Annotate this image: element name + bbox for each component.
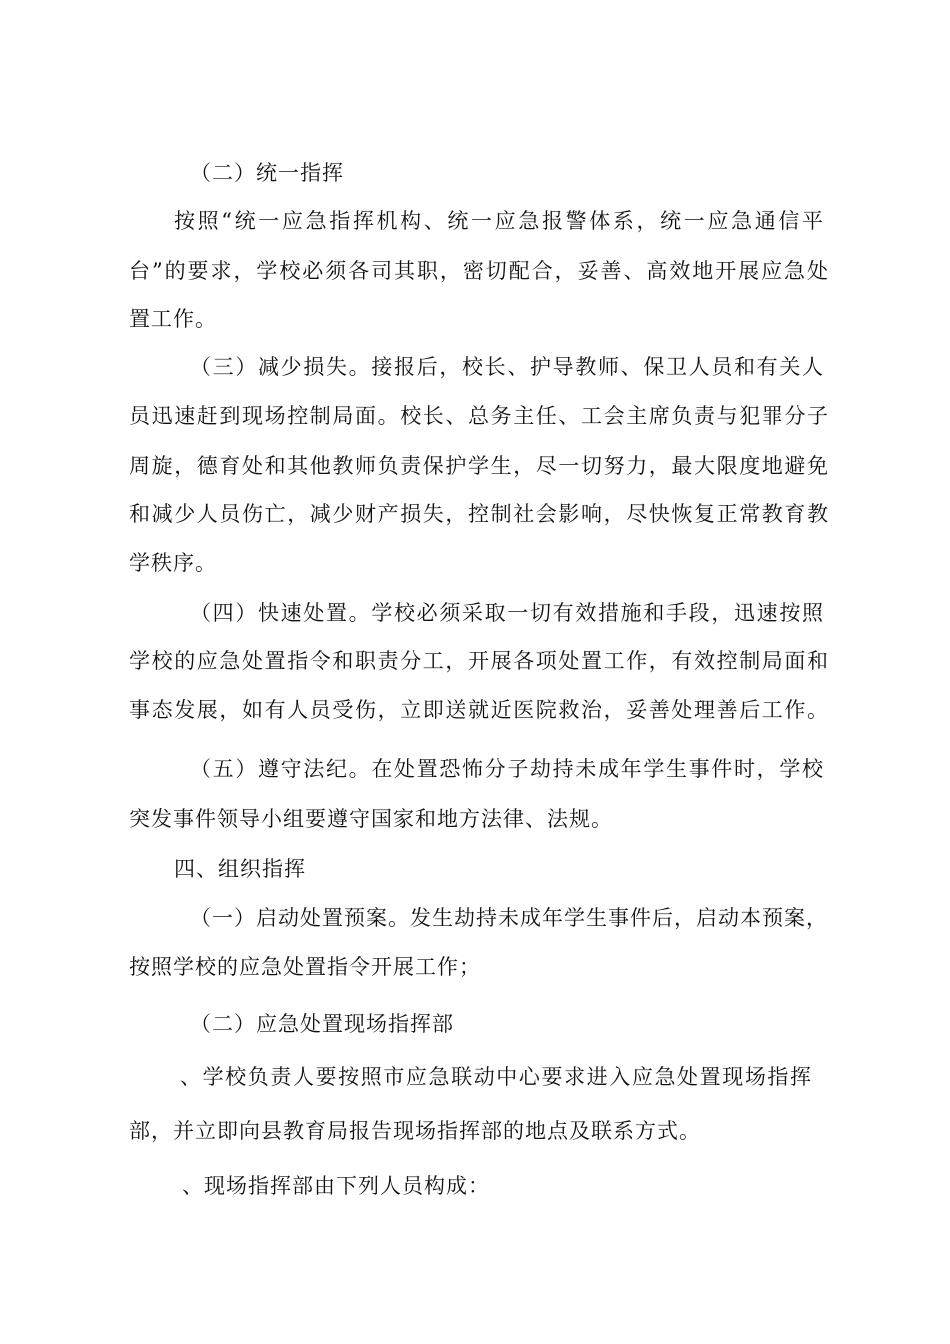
paragraph-line: 事态发展，如有人员受伤，立即送就近医院救治，妥善处理善后工作。 — [129, 698, 829, 722]
section-heading-organization: 四、组织指挥 — [174, 857, 306, 881]
paragraph-line: 突发事件领导小组要遵守国家和地方法律、法规。 — [129, 807, 613, 831]
paragraph-line: 部，并立即向县教育局报告现场指挥部的地点及联系方式。 — [129, 1119, 701, 1143]
paragraph-line: 员迅速赶到现场控制局面。校长、总务主任、工会主席负责与犯罪分子 — [129, 404, 829, 428]
paragraph-line: （一）启动处置预案。发生劫持未成年学生事件后，启动本预案， — [190, 906, 828, 930]
paragraph-line: （三）减少损失。接报后，校长、护导教师、保卫人员和有关人 — [190, 355, 824, 379]
paragraph-line: 学校的应急处置指令和职责分工，开展各项处置工作，有效控制局面和 — [129, 649, 829, 673]
paragraph-line: 和减少人员伤亡，减少财产损失，控制社会影响，尽快恢复正常教育教 — [129, 502, 829, 526]
paragraph-line: 、现场指挥部由下列人员构成： — [182, 1174, 490, 1198]
paragraph-line: 按照“统一应急指挥机构、统一应急报警体系，统一应急通信平 — [174, 209, 824, 233]
paragraph-line: 、学校负责人要按照市应急联动中心要求进入应急处置现场指挥 — [180, 1065, 812, 1089]
paragraph-line: 按照学校的应急处置指令开展工作； — [129, 955, 481, 979]
paragraph-line: （四）快速处置。学校必须采取一切有效措施和手段，迅速按照 — [190, 601, 824, 625]
heading-unified-command: （二）统一指挥 — [190, 161, 344, 185]
paragraph-line: 置工作。 — [129, 307, 217, 331]
subheading-onsite-command: （二）应急处置现场指挥部 — [190, 1012, 454, 1036]
paragraph-line: 台”的要求，学校必须各司其职，密切配合，妥善、高效地开展应急处 — [129, 259, 829, 283]
paragraph-line: 周旋，德育处和其他教师负责保护学生，尽一切努力，最大限度地避免 — [129, 454, 829, 478]
paragraph-line: 学秩序。 — [129, 551, 217, 575]
paragraph-line: （五）遵守法纪。在处置恐怖分子劫持未成年学生事件时，学校 — [190, 757, 824, 781]
